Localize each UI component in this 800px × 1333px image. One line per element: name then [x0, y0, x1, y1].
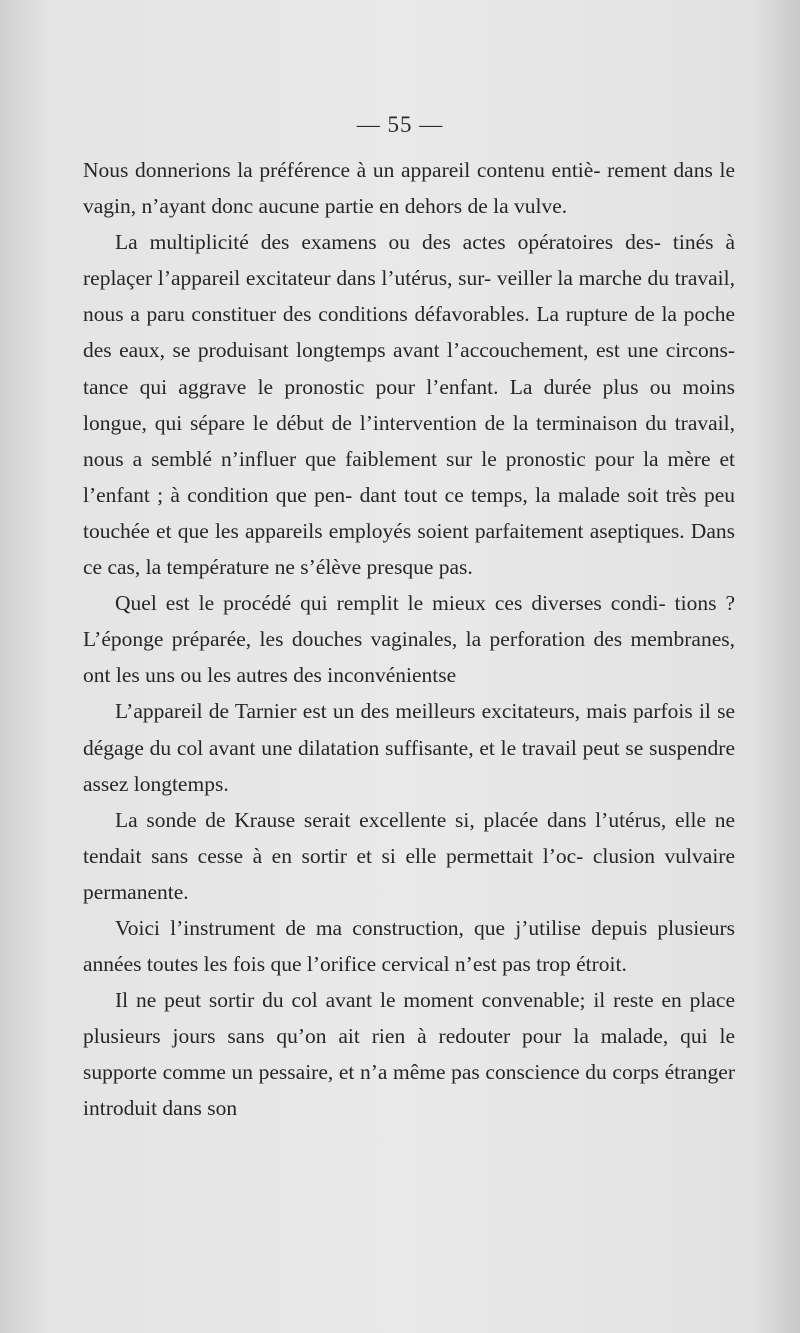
- paragraph-1: Nous donnerions la préférence à un appareil contenu entiè- rement dans le vagin, n’ayant donc aucune partie en dehors de la vulve.: [83, 158, 735, 219]
- paragraph-6: Voici l’instrument de ma construction, que j’utilise depuis plusieurs années toutes les fois que l’orifice cervical n’est pas trop étroit.: [83, 915, 735, 977]
- paragraph-5: La sonde de Krause serait excellente si, placée dans l’utérus, elle ne tendait sans cesse à en sortir et si elle permettait l’oc- clusion vulvaire permanente.: [83, 807, 735, 904]
- paragraph-3: Quel est le procédé qui remplit le mieux ces diverses condi- tions ? L’éponge préparée, les douches vaginales, la perforation des membranes, ont les uns ou les autres des inconvénientse: [83, 591, 735, 688]
- paragraph-2: La multiplicité des examens ou des actes opératoires des- tinés à replaçer l’appareil excitateur dans l’utérus, sur- veiller la marche du travail, nous a paru constituer des conditions défavorables. La rupture de la poche des eaux, se produisant longtemps avant l’accouchement, est une circons- tance qui aggrave le pronostic pour l’enfant. La durée plus ou moins longue, qui sépare le début de l’intervention de la terminaison du travail, nous a semblé n’influer que faiblement sur le pronostic pour la mère et l’enfant ; à condition que pen- dant tout ce temps, la malade soit très peu touchée et que les appareils employés soient parfaitement aseptiques. Dans ce cas, la température ne s’élève presque pas.: [83, 230, 735, 580]
- page-number: — 55 —: [356, 112, 444, 137]
- paragraph-7: Il ne peut sortir du col avant le moment convenable; il reste en place plusieurs jours sans qu’on ait rien à redouter pour la malade, qui le supporte comme un pessaire, et n’a même pas conscience du corps étranger introduit dans son: [83, 988, 735, 1121]
- paragraph-4: L’appareil de Tarnier est un des meilleurs excitateurs, mais parfois il se dégage du col avant une dilatation suffisante, et le travail peut se suspendre assez longtemps.: [83, 699, 735, 796]
- body-text: [83, 152, 735, 1127]
